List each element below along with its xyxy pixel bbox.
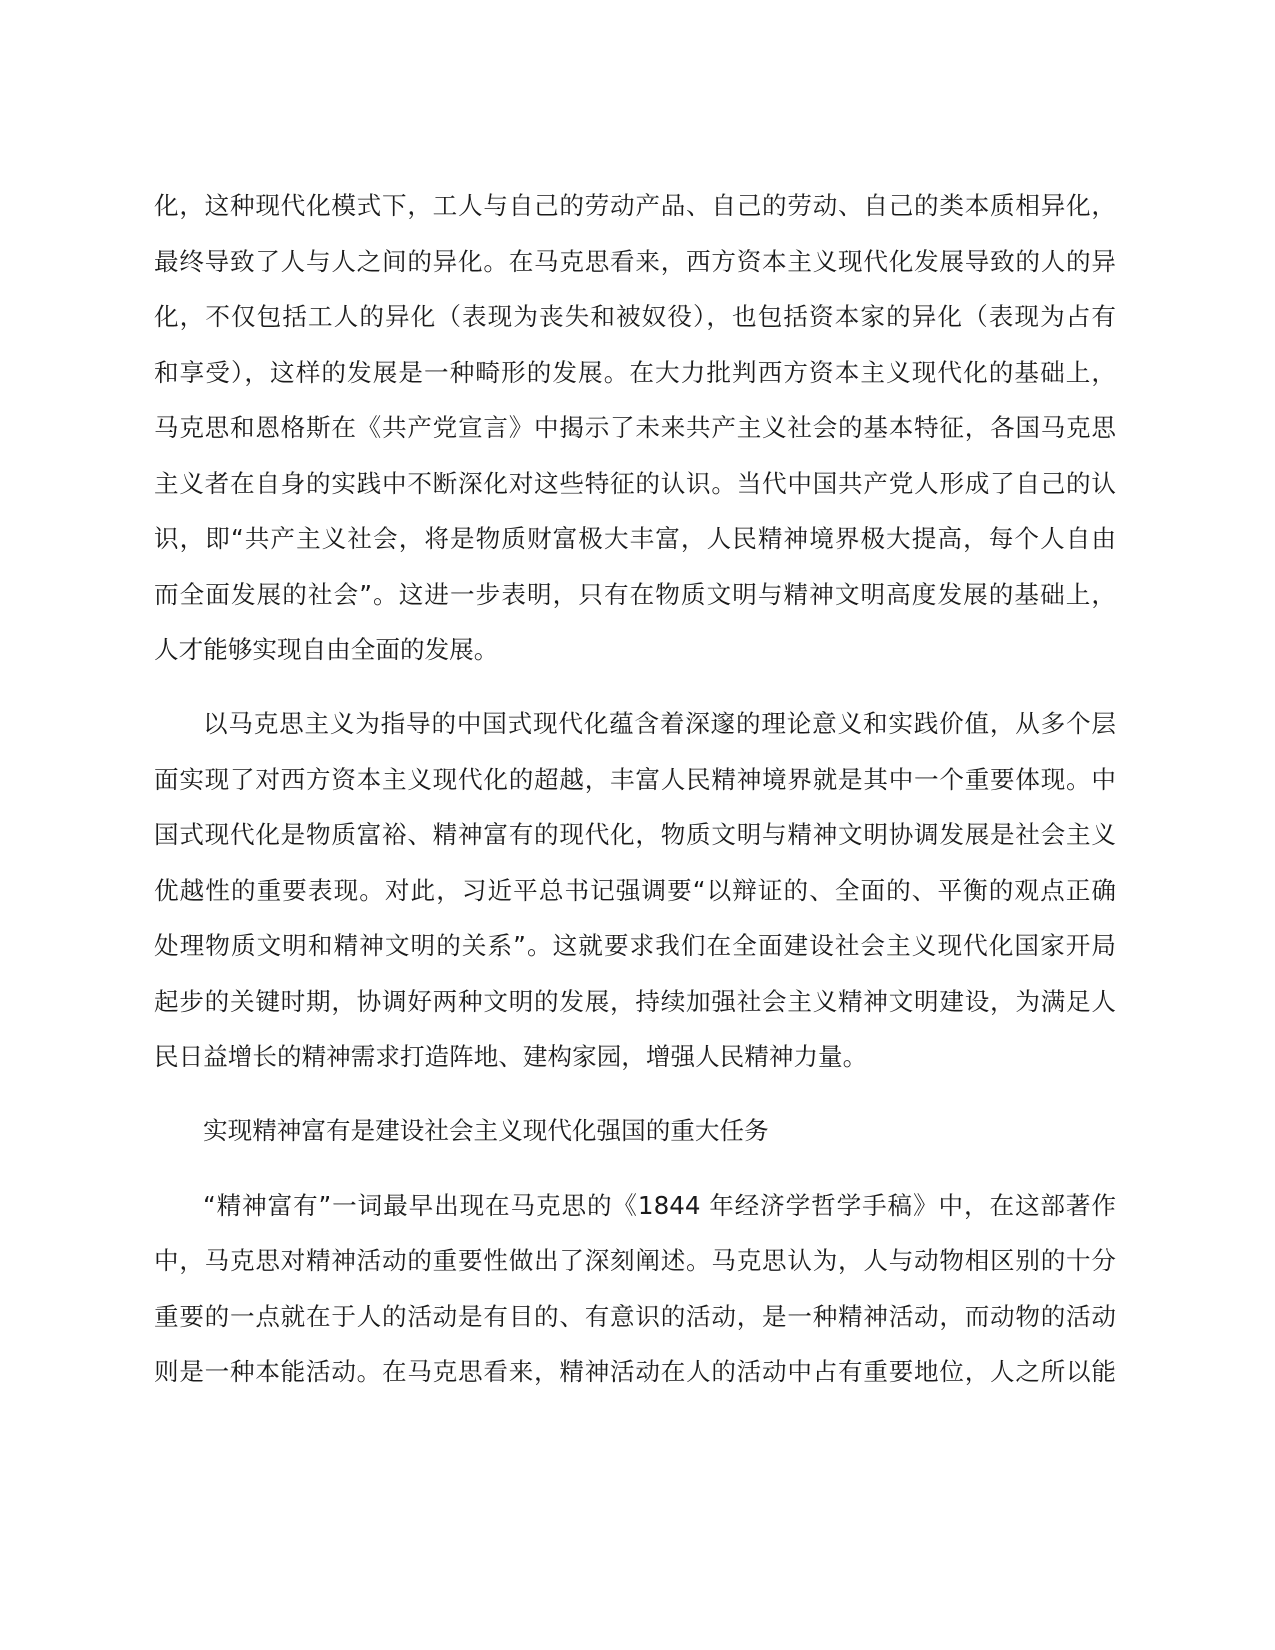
text-line: 化，这种现代化模式下，工人与自己的劳动产品、自己的劳动、自己的类本质相异化， [154,191,1116,220]
text-line: 面实现了对西方资本主义现代化的超越，丰富人民精神境界就是其中一个重要体现。中 [154,765,1116,794]
text-line: 主义者在自身的实践中不断深化对这些特征的认识。当代中国共产党人形成了自己的认 [154,469,1116,498]
text-line: 起步的关键时期，协调好两种文明的发展，持续加强社会主义精神文明建设，为满足人 [154,987,1116,1016]
text-line: 和享受），这样的发展是一种畸形的发展。在大力批判西方资本主义现代化的基础上， [154,358,1116,387]
text-line: 国式现代化是物质富裕、精神富有的现代化，物质文明与精神文明协调发展是社会主义 [154,820,1116,849]
section-heading: 实现精神富有是建设社会主义现代化强国的重大任务 [203,1116,769,1145]
text-line: 识，即“共产主义社会，将是物质财富极大丰富，人民精神境界极大提高，每个人自由 [154,524,1116,553]
text-line: 中，马克思对精神活动的重要性做出了深刻阐述。马克思认为，人与动物相区别的十分 [154,1246,1116,1275]
text-line: 化，不仅包括工人的异化（表现为丧失和被奴役），也包括资本家的异化（表现为占有 [154,302,1116,331]
text-line: 以马克思主义为指导的中国式现代化蕴含着深邃的理论意义和实践价值，从多个层 [203,709,1116,738]
text-line: 则是一种本能活动。在马克思看来，精神活动在人的活动中占有重要地位，人之所以能 [154,1357,1116,1386]
text-line: 人才能够实现自由全面的发展。 [154,635,499,664]
text-line: 最终导致了人与人之间的异化。在马克思看来，西方资本主义现代化发展导致的人的异 [154,247,1116,276]
text-line: 重要的一点就在于人的活动是有目的、有意识的活动，是一种精神活动，而动物的活动 [154,1302,1116,1331]
text-line: “精神富有”一词最早出现在马克思的《1844 年经济学哲学手稿》中，在这部著作 [203,1191,1116,1220]
text-line: 民日益增长的精神需求打造阵地、建构家园，增强人民精神力量。 [154,1042,868,1071]
text-line: 优越性的重要表现。对此，习近平总书记强调要“以辩证的、全面的、平衡的观点正确 [154,876,1116,905]
text-line: 马克思和恩格斯在《共产党宣言》中揭示了未来共产主义社会的基本特征，各国马克思 [154,413,1116,442]
text-line: 处理物质文明和精神文明的关系”。这就要求我们在全面建设社会主义现代化国家开局 [154,931,1116,960]
text-line: 而全面发展的社会”。这进一步表明，只有在物质文明与精神文明高度发展的基础上， [154,580,1116,609]
